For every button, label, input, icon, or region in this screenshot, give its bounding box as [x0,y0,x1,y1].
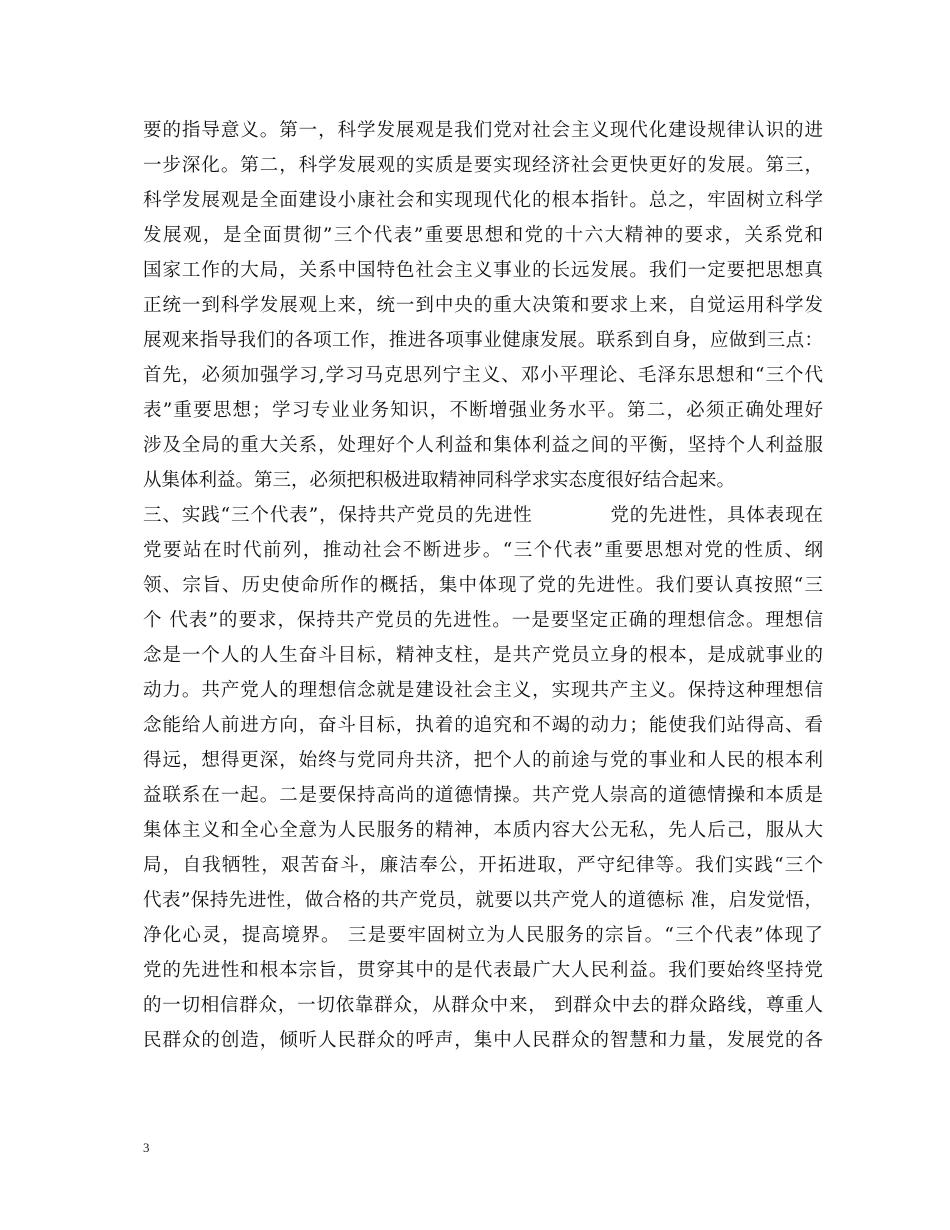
section-heading-line: 三、实践“三个代表”，保持共产党员的先进性 党的先进性，具体表现在 [143,505,823,526]
text-line: 民群众的创造，倾听人民群众的呼声，集中人民群众的智慧和力量，发展党的各 [143,1030,823,1051]
text-line: 展观来指导我们的各项工作，推进各项事业健康发展。联系到自身，应做到三点： [143,330,823,351]
body-text [143,113,823,1058]
text-line: 局，自我牺牲，艰苦奋斗，廉洁奉公，开拓进取，严守纪律等。我们实践“三个 [143,855,823,876]
text-line: 国家工作的大局，关系中国特色社会主义事业的长远发展。我们一定要把思想真 [143,260,823,281]
text-line: 党要站在时代前列，推动社会不断进步。“三个代表”重要思想对党的性质、纲 [143,540,823,561]
text-line: 益联系在一起。二是要保持高尚的道德情操。共产党人崇高的道德情操和本质是 [143,785,823,806]
text-line: 得远，想得更深，始终与党同舟共济，把个人的前途与党的事业和人民的根本利 [143,750,823,771]
text-line: 要的指导意义。第一，科学发展观是我们党对社会主义现代化建设规律认识的进 [143,120,823,141]
text-line: 念是一个人的人生奋斗目标，精神支柱，是共产党员立身的根本，是成就事业的 [143,645,823,666]
page-number: 3 [143,1140,150,1155]
text-line: 动力。共产党人的理想信念就是建设社会主义，实现共产主义。保持这种理想信 [143,680,823,701]
text-line: 念能给人前进方向，奋斗目标，执着的追究和不竭的动力；能使我们站得高、看 [143,715,823,736]
text-line: 集体主义和全心全意为人民服务的精神，本质内容大公无私，先人后己，服从大 [143,820,823,841]
text-line: 一步深化。第二，科学发展观的实质是要实现经济社会更快更好的发展。第三， [143,155,823,176]
text-line: 表”重要思想；学习专业业务知识，不断增强业务水平。第二，必须正确处理好 [143,400,823,421]
text-line: 发展观，是全面贯彻”三个代表”重要思想和党的十六大精神的要求，关系党和 [143,225,823,246]
text-line: 正统一到科学发展观上来，统一到中央的重大决策和要求上来，自觉运用科学发 [143,295,823,316]
paragraph-end-line: 从集体利益。第三，必须把积极进取精神同科学求实态度很好结合起来。 [143,470,736,491]
text-line: 个 代表”的要求，保持共产党员的先进性。一是要坚定正确的理想信念。理想信 [143,610,823,631]
text-line: 科学发展观是全面建设小康社会和实现现代化的根本指针。总之，牢固树立科学 [143,190,823,211]
text-line: 的一切相信群众，一切依靠群众，从群众中来， 到群众中去的群众路线，尊重人 [143,995,823,1016]
text-line: 领、宗旨、历史使命所作的概括，集中体现了党的先进性。我们要认真按照“三 [143,575,823,596]
text-line: 首先，必须加强学习,学习马克思列宁主义、邓小平理论、毛泽东思想和“三个代 [143,365,823,386]
text-line: 党的先进性和根本宗旨，贯穿其中的是代表最广大人民利益。我们要始终坚持党 [143,960,823,981]
text-line: 涉及全局的重大关系，处理好个人利益和集体利益之间的平衡，坚持个人利益服 [143,435,823,456]
text-line: 代表”保持先进性，做合格的共产党员，就要以共产党人的道德标 准，启发觉悟， [143,890,823,911]
text-line: 净化心灵，提高境界。 三是要牢固树立为人民服务的宗旨。“三个代表”体现了 [143,925,823,946]
